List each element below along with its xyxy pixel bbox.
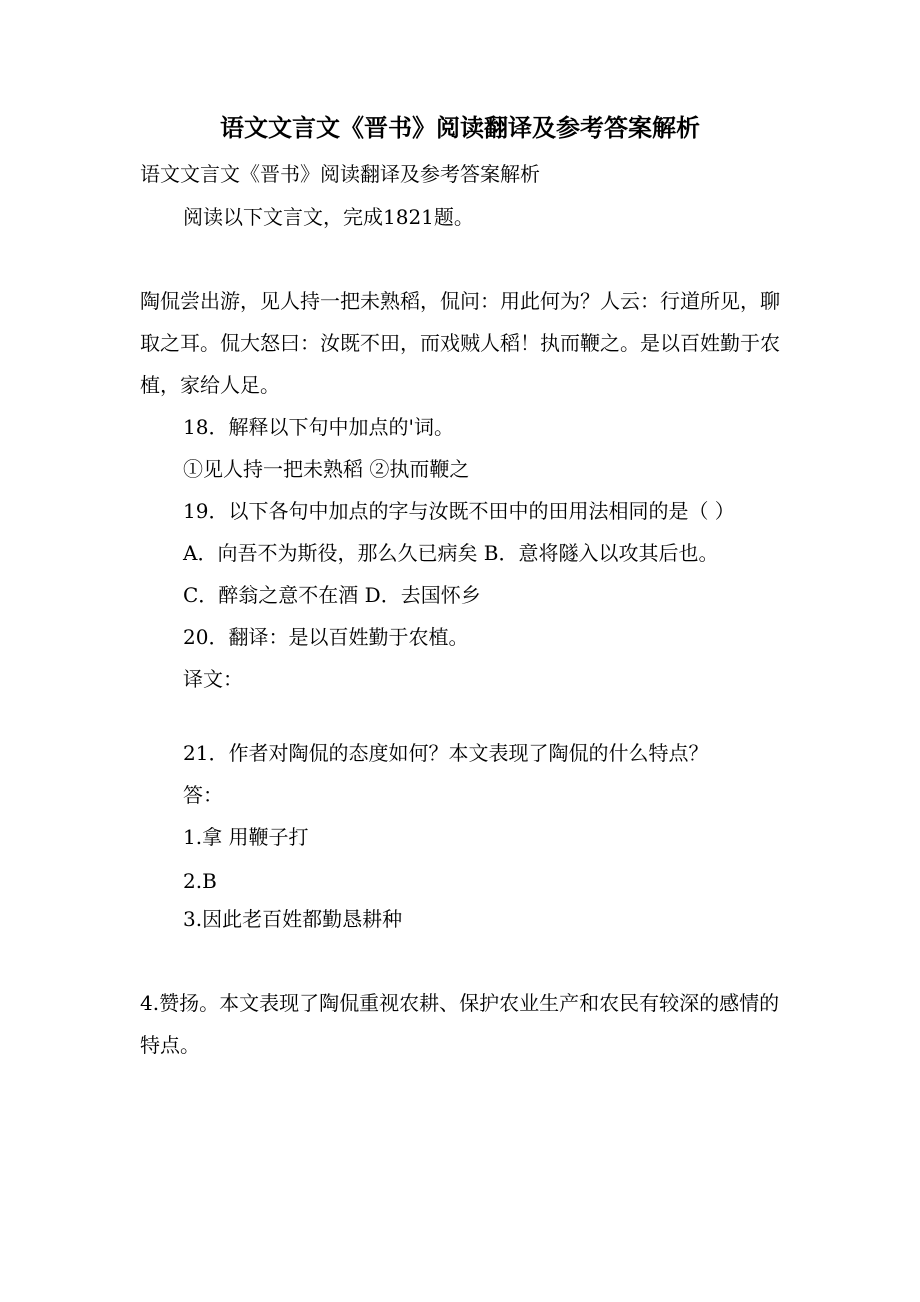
question-18-items: ①见人持一把未熟稻 ②执而鞭之 xyxy=(183,457,470,481)
intro-line: 阅读以下文言文，完成1821题。 xyxy=(183,205,474,229)
question-19-options-ab: A．向吾不为斯役，那么久已病矣 B．意将隧入以攻其后也。 xyxy=(183,541,719,565)
question-20: 20．翻译：是以百姓勤于农植。 xyxy=(183,625,469,649)
passage-paragraph: 陶侃尝出游，见人持一把未熟稻，侃问：用此何为？人云：行道所见，聊取之耳。侃大怒曰：汝既不田，而戏贼人稻！执而鞭之。是以百姓勤于农植，家给人足。 xyxy=(140,289,780,397)
answer-4-paragraph: 4.赞扬。本文表现了陶侃重视农耕、保护农业生产和农民有较深的感情的特点。 xyxy=(140,991,780,1057)
question-18: 18．解释以下句中加点的'词。 xyxy=(183,415,454,439)
question-21: 21．作者对陶侃的态度如何？本文表现了陶侃的什么特点？ xyxy=(183,741,709,765)
question-21-answer-label: 答： xyxy=(183,783,223,807)
question-20-answer-label: 译文： xyxy=(183,667,243,691)
answer-1: 1.拿 用鞭子打 xyxy=(183,825,309,849)
answer-2: 2.B xyxy=(183,869,217,893)
document-title: 语文文言文《晋书》阅读翻译及参考答案解析 xyxy=(220,113,700,142)
subtitle: 语文文言文《晋书》阅读翻译及参考答案解析 xyxy=(140,162,540,186)
question-19-options-cd: C．醉翁之意不在酒 D．去国怀乡 xyxy=(183,583,481,607)
answer-3: 3.因此老百姓都勤恳耕种 xyxy=(183,907,403,931)
question-19: 19．以下各句中加点的字与汝既不田中的田用法相同的是（ ） xyxy=(183,499,735,523)
